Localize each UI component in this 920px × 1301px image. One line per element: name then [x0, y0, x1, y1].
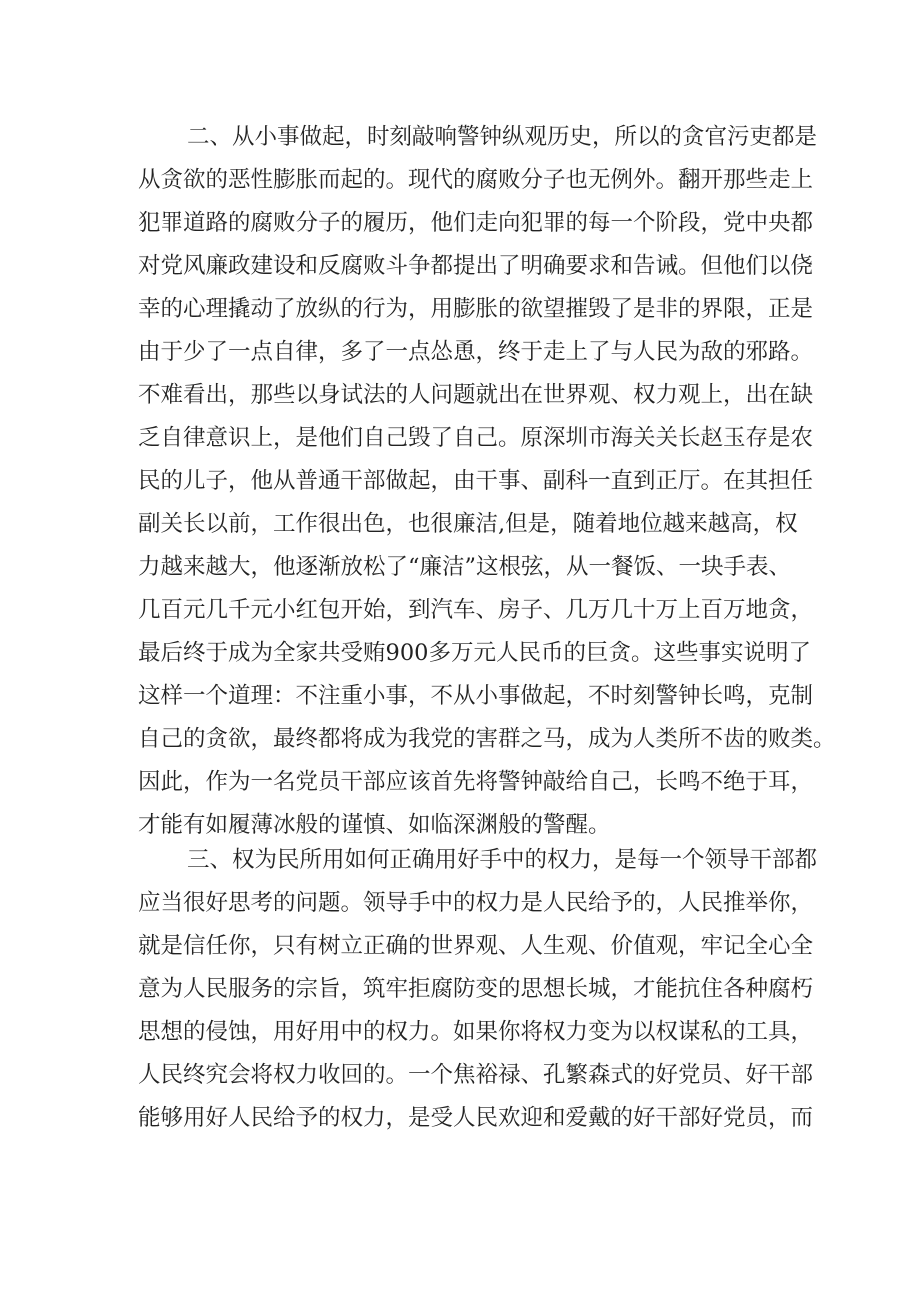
text-line: 不难看出，那些以身试法的人问题就出在世界观、权力观上，出在缺 [138, 382, 814, 408]
text-line: 幸的心理撬动了放纵的行为，用膨胀的欲望摧毁了是非的界限，正是 [138, 296, 814, 322]
text-line: 三、权为民所用如何正确用好手中的权力，是每一个领导干部都 [187, 847, 818, 873]
text-line: 就是信任你，只有树立正确的世界观、人生观、价值观，牢记全心全 [138, 933, 814, 959]
text-line: 能够用好人民给予的权力，是受人民欢迎和爱戴的好干部好党员，而 [138, 1105, 814, 1131]
text-line: 几百元几千元小红包开始，到汽车、房子、几万几十万上百万地贪， [138, 597, 814, 623]
text-line: 副关长以前，工作很出色，也很廉洁,但是，随着地位越来越高，权 [138, 511, 798, 537]
paragraph-power-for-people [138, 839, 818, 1140]
text-line: 二、从小事做起，时刻敲响警钟纵观历史，所以的贪官污吏都是 [187, 124, 818, 150]
text-line: 乏自律意识上，是他们自己毁了自己。原深圳市海关关长赵玉存是农 [138, 425, 814, 451]
paragraph-small-matters [138, 116, 836, 847]
text-line: 由于少了一点自律，多了一点怂恿，终于走上了与人民为敌的邪路。 [138, 339, 814, 365]
text-line: 民的儿子，他从普通干部做起，由干事、副科一直到正厅。在其担任 [138, 468, 814, 494]
text-line: 犯罪道路的腐败分子的履历，他们走向犯罪的每一个阶段，党中央都 [138, 210, 814, 236]
text-line: 从贪欲的恶性膨胀而起的。现代的腐败分子也无例外。翻开那些走上 [138, 167, 814, 193]
text-line: 人民终究会将权力收回的。一个焦裕禄、孔繁森式的好党员、好干部 [138, 1062, 814, 1088]
text-line: 这样一个道理：不注重小事，不从小事做起，不时刻警钟长鸣，克制 [138, 683, 814, 709]
text-line: 自己的贪欲，最终都将成为我党的害群之马，成为人类所不齿的败类。 [138, 726, 836, 752]
text-line: 才能有如履薄冰般的谨慎、如临深渊般的警醒。 [138, 812, 611, 838]
text-line: 力越来越大，他逐渐放松了“廉洁”这根弦，从一餐饭、一块手表、 [138, 554, 792, 580]
text-line: 思想的侵蚀，用好用中的权力。如果你将权力变为以权谋私的工具， [138, 1019, 814, 1045]
text-line: 应当很好思考的问题。领导手中的权力是人民给予的，人民推举你， [138, 890, 814, 916]
text-line: 最后终于成为全家共受贿900多万元人民币的巨贪。这些事实说明了 [138, 640, 811, 666]
text-line: 因此，作为一名党员干部应该首先将警钟敲给自己，长鸣不绝于耳， [138, 769, 814, 795]
text-line: 意为人民服务的宗旨，筑牢拒腐防变的思想长城，才能抗住各种腐朽 [138, 976, 814, 1002]
text-line: 对党风廉政建设和反腐败斗争都提出了明确要求和告诫。但他们以侥 [138, 253, 814, 279]
